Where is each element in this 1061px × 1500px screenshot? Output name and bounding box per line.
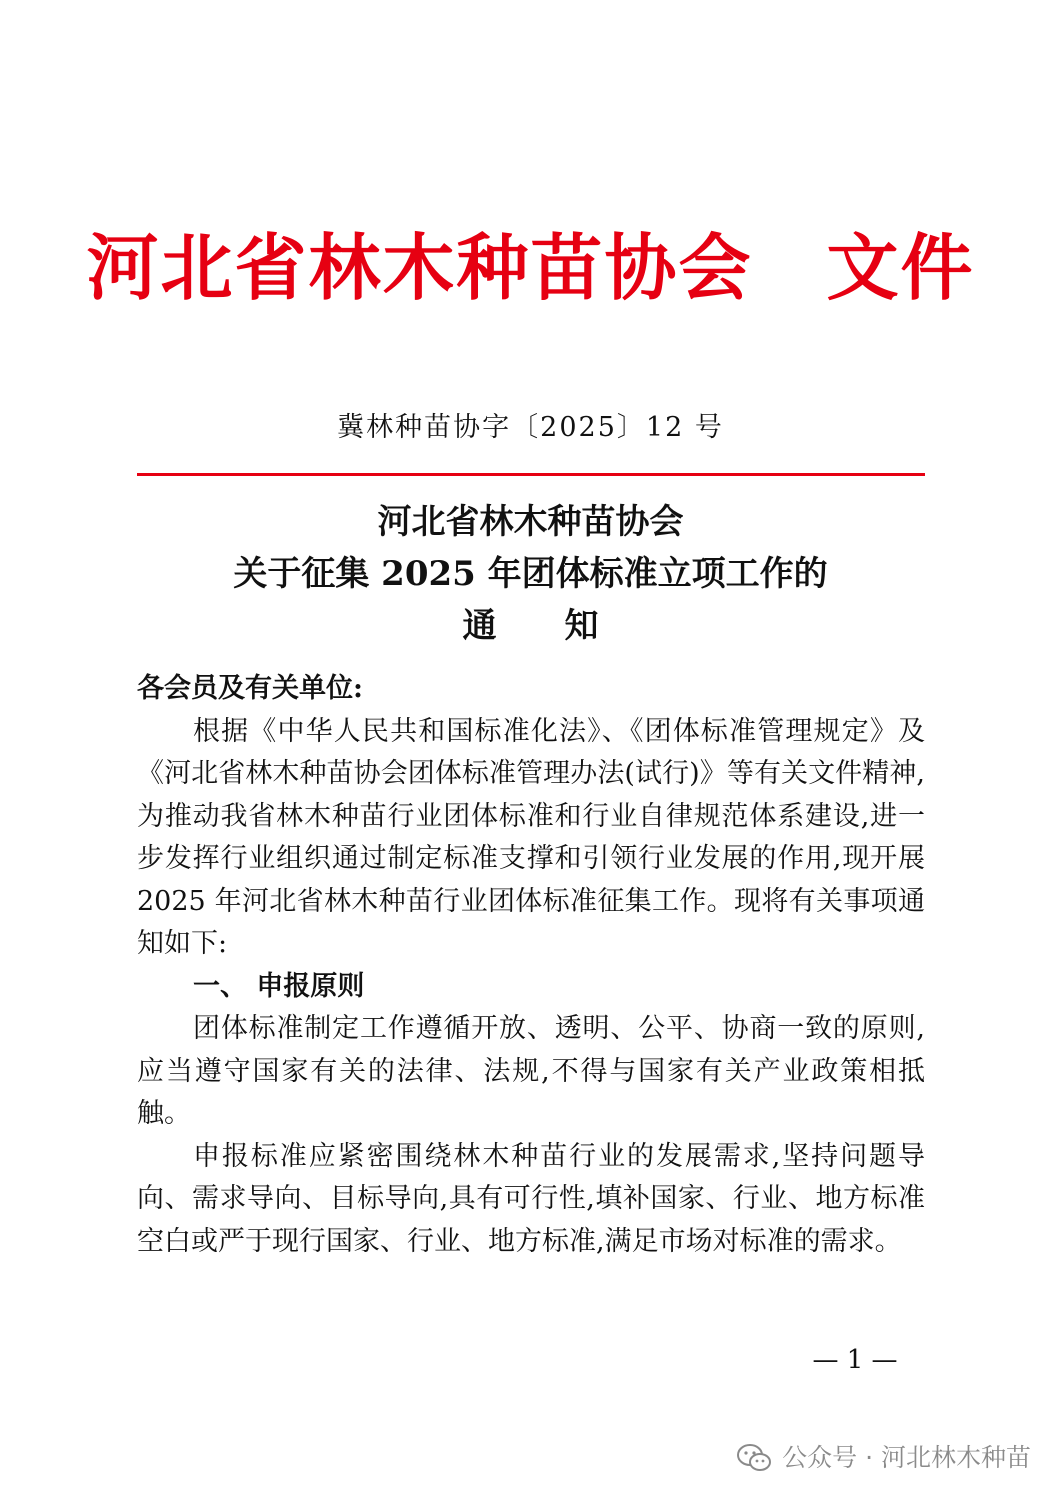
section-1-paragraph-2: 申报标准应紧密围绕林木种苗行业的发展需求,坚持问题导向、需求导向、目标导向,具有可行性,填补国家、行业、地方标准空白或严于现行国家、行业、地方标准,满足市场对标准的需求。	[137, 1140, 925, 1257]
section-1-paragraph-1: 团体标准制定工作遵循开放、透明、公平、协商一致的原则,应当遵守国家有关的法律、法规,不得与国家有关产业政策相抵触。	[137, 1013, 925, 1129]
document-header-title	[0, 220, 1061, 316]
page-number: — 1 —	[812, 1345, 898, 1375]
notice-title-line-3	[0, 600, 1061, 652]
watermark-text: 公众号 · 河北林木种苗	[782, 1443, 1031, 1472]
notice-title	[0, 496, 1061, 652]
notice-title-line-2: 关于征集 2025 年团体标准立项工作的	[233, 554, 828, 594]
wechat-icon	[736, 1443, 772, 1473]
salutation: 各会员及有关单位:	[137, 673, 363, 704]
document-number: 冀林种苗协字〔2025〕12 号	[337, 412, 724, 443]
watermark	[736, 1440, 1031, 1476]
header-doc-type: 文件	[826, 226, 975, 310]
red-divider-line	[137, 473, 925, 476]
notice-title-line-1: 河北省林木种苗协会	[377, 502, 684, 542]
notice-title-char-1: 通	[462, 606, 497, 646]
header-org-name: 河北省林木种苗协会	[86, 226, 753, 310]
intro-paragraph: 根据《中华人民共和国标准化法》、《团体标准管理规定》及《河北省林木种苗协会团体标准管理办法(试行)》等有关文件精神,为推动我省林木种苗行业团体标准和行业自律规范体系建设,进一步发挥行业组织通过制定标准支撑和引领行业发展的作用,现开展 2025 年河北省林木种苗行业团体标准征集工作。现将有关事项通知如下:	[137, 715, 925, 959]
document-body	[137, 668, 925, 1263]
notice-title-char-2: 知	[564, 606, 599, 646]
section-1-heading: 一、 申报原则	[193, 970, 365, 1002]
